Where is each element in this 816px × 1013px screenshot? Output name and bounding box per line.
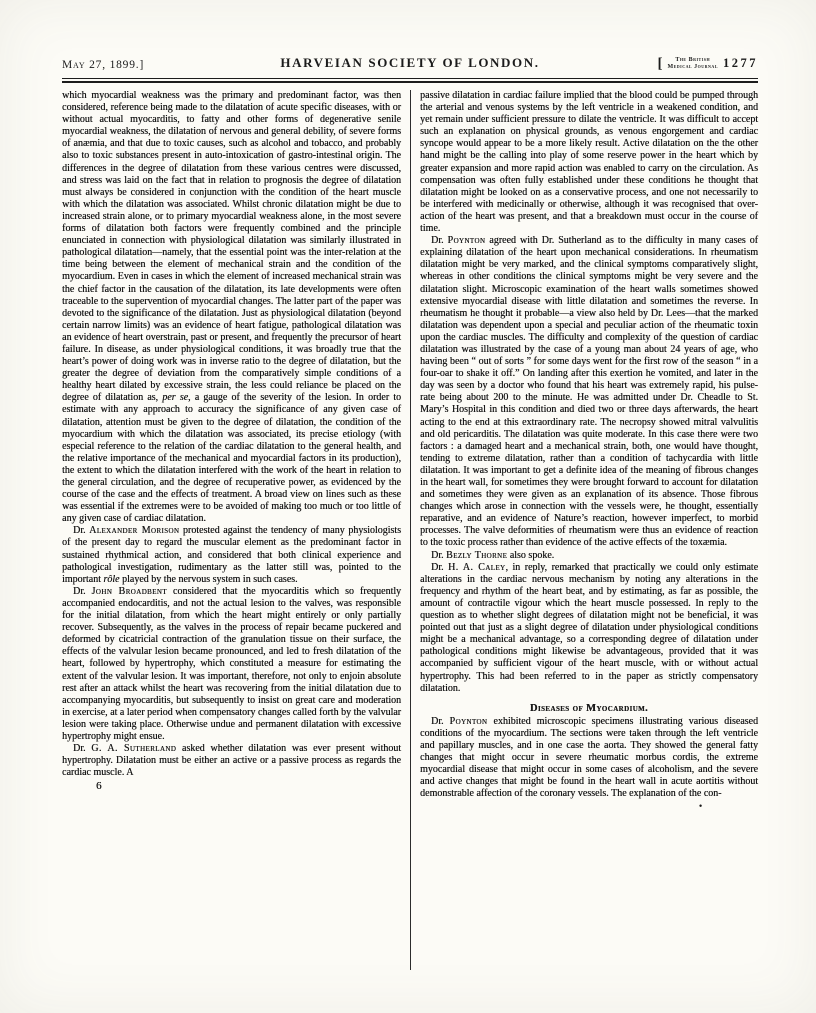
journal-name-line1: The British (675, 57, 711, 63)
speaker-name: G. A. Sutherland (91, 743, 177, 755)
text-run: Dr. (73, 525, 90, 537)
text-run: Dr. (431, 715, 450, 727)
para-broadbent (62, 586, 401, 743)
para-sutherland-continuation (420, 90, 758, 235)
para-caley-reply (420, 562, 758, 695)
speaker-name: Alexander Morison (89, 525, 180, 537)
speaker-name: Bezly Thorne (446, 549, 508, 561)
text-run: , in reply, remarked that practically we could only estimate alterations in the cardiac nervous mechanism by noting any alterations in the frequency and rhythm of the heart beat, and by estimating, as far as possible, the amount of contractile vigour which the heart muscle possessed. In reply to the question as to whether slight degrees of dilatation might not be beneficial, it was pointed out that just as a slight degree of dilatation under physiological conditions might be a mechanical advantage, so a corresponding degree of dilatation under pathological conditions might likewise be advantageous, provided that it was accompanied by sufficient vigour of the heart muscle, with or without actual hypertrophy. This had been referred to in the paper as strictly compensatory dilatation. (420, 561, 759, 694)
text-run: exhibited microscopic specimens illustrating various diseased conditions of the myocardium. The sections were taken through the left ventricle and papillary muscles, and in one case the aorta. They showed the general fatty changes that might occur in severe rheumatic morbus cordis, the extreme myocardial disease that might occur in some cases of alcoholism, and the severe and active changes that might be found in the heart wall in acute aortitis without demonstrable affection of the coronary vessels. The explanation of the con- (420, 715, 758, 800)
article-columns (62, 90, 758, 970)
page-title: HARVEIAN SOCIETY OF LONDON. (280, 55, 540, 70)
text-run: played by the nervous system in such cases. (119, 573, 298, 585)
para-paper-summary-continuation (62, 90, 401, 525)
page-number: 1277 (723, 56, 758, 70)
para-poynton-specimens (420, 716, 758, 801)
text-run: , a gauge of the severity of the lesion. In order to estimate with any approach to accuracy the significance of any given case of dilatation, attention must be given to the degree of dilatation, the condition of the myocardium with which the dilatation was associated, its precise etiology (with especial reference to the relation of the cardiac dilatation to the general health, and the relative importance of the mechanical and myocardial factors in its production), the extent to which the dilatation interfered with the work of the heart in relation to the general circulation, and the degree of recuperative power, as evidenced by the course of the case and the effects of treatment. A broad view on lines such as these was essential if the extremes were to be avoided of making too much or too little of any given case of cardiac dilatation. (62, 392, 401, 525)
text-run: Dr. (431, 549, 446, 561)
text-run: Dr. (431, 235, 448, 247)
header-double-rule (62, 78, 758, 83)
text-run: which myocardial weakness was the primary and predominant factor, was then considered, reference being made to the dilatation of acute specific diseases, with or without actual myocarditis, to fatty and other forms of degenerative senile myocardial weakness, the dilatation of nervous and general debility, of severe forms of anæmia, and that due to toxic causes, such as alcohol and tobacco, and probably also to toxic substances present in auto-intoxication of gastro-intestinal origin. The differences in the degree of dilatation from these various centres were discussed, and stress was laid on the fact that in relation to prognosis the degree of dilatation must always be considered in conjunction with the condition of the heart muscle with which the dilatation was associated. Whilst chronic dilatation might be due to increased strain alone, or to primary myocardial weakness alone, in the most severe forms of dilatation both factors were frequently combined and the principle enunciated in connection with physiological dilatation was similarly illustrated in pathological dilatation—namely, that the essential point was the inter-relation at the time being between the element of mechanical strain and the condition of the myocardium. Even in cases in which the element of increased mechanical strain was the chief factor in the causation of the dilatation, its late developments were often traceable to the supervention of myocardial changes. The latter part of the paper was devoted to the significance of the dilatation. Just as physiological dilatation (beyond certain narrow limits) was an evidence of heart fatigue, pathological dilatation was an evidence of heart overstrain, past or present, and frequently the precursor of heart failure. In disease, as under physiological conditions, it was broadly true that the heart’s power of doing work was in inverse ratio to the degree of dilatation, but the greater the degree of deviation from the comparatively simple conditions of a healthy heart dilated by excessive strain, the less could reliance be placed on the degree of dilatation as, (62, 90, 401, 404)
text-run: Dr. (431, 561, 448, 573)
bracket-glyph: [ (657, 55, 663, 72)
speaker-name: Poynton (447, 235, 486, 247)
printers-signature-mark: 6 (96, 780, 102, 793)
para-thorne (420, 550, 758, 562)
text-run: per se (162, 392, 189, 404)
speaker-name: John Broadbent (91, 585, 167, 597)
left-column (62, 90, 410, 970)
text-run: agreed with Dr. Sutherland as to the difficulty in many cases of explaining dilatation of the heart upon mechanical considerations. In rheumatism dilatation might be very marked, and the clinical symptoms comparatively slight, whereas in other conditions the clinical symptoms might be very severe and the dilatation slight. Microscopic examination of the heart walls sometimes showed extensive myocardial disease with little dilatation and sometimes the reverse. In rheumatism he thought it probable—a view also held by Dr. Lees—that the marked dilatation was dependent upon a special and peculiar action of the rheumatic toxin upon the cardiac muscles. The difficulty and complexity of the question of cardiac dilatation was illustrated by the case of a young man about 24 years of age, who having been “ out of sorts ” for some days went for the first row of the season “ in a four-oar to shake it off.” On landing after this exertion he vomited, and later in the day was seen by a doctor who found that his heart was extremely rapid, his pulse-rate being about 200 to the minute. He was admitted under Dr. Cheadle to St. Mary’s Hospital in this condition and died two or three days afterwards, the heart acting to the end at this extraordinary rate. The necropsy showed mitral valvulitis and old pericarditis. The dilatation was quite moderate. In this case there were two factors : a damaged heart and a mechanical strain, both, one would have thought, tending to extreme dilatation, rather than a condition of tachycardia with little dilatation. It was important to get a definite idea of the meaning of fibrous changes in the heart wall, for sometimes they were brought forward to account for dilatation and sometimes they were given as an explanation of its absence. Those fibrous changes which arose in connection with the vessels were, he thought, essentially reparative, and an evidence of Nature’s reaction, however imperfect, to morbid processes. The valve deformities of rheumatism were thus an evidence of reaction to the toxic process rather than evidence of the active effects of the toxæmia. (420, 235, 759, 549)
printers-dot: • (698, 801, 702, 812)
right-column (410, 90, 758, 970)
speaker-name: H. A. Caley (447, 561, 506, 573)
text-run: considered that the myocarditis which so frequently accompanied endocarditis, and not the actual lesion to the valves, was responsible for the initial dilatation, from which the heart might entirely or only partially recover. Subsequently, as the valves in the process of repair became puckered and deformed by cicatricial contraction of the granulation tissue on their surface, the effects of the valvular lesion became pronounced, and led to fresh dilatation of the heart, followed by hypertrophy, which constituted a measure for estimating the extent of the valvular lesion. It was important, therefore, not only to enjoin absolute rest after an attack whilst the heart was recovering from the initial dilatation due to accompanying myocarditis, but subsequently to insist on great care and moderation in exercise, at a later period when compensatory changes called forth by the valvular lesion were taking place. Otherwise undue and permanent dilatation with excessive hypertrophy might ensue. (62, 585, 402, 742)
speaker-name: Poynton (449, 715, 488, 727)
text-run: rôle (103, 573, 120, 585)
text-run: also spoke. (507, 549, 555, 561)
para-sutherland (62, 743, 401, 779)
page-header (62, 55, 758, 71)
speaker-name: Diseases of Myocardium. (529, 702, 649, 714)
heading-diseases-of-myocardium (420, 703, 758, 715)
text-run: asked whether dilatation was ever present without hypertrophy. Dilatation must be either an active or a passive process as regards the cardiac muscle. A (62, 743, 402, 779)
para-morison (62, 525, 401, 585)
para-poynton (420, 235, 758, 549)
header-date: May 27, 1899.] (62, 59, 145, 71)
journal-name (667, 57, 718, 70)
journal-name-line2: Medical Journal (667, 63, 718, 70)
text-run: Dr. (73, 743, 92, 755)
text-run: passive dilatation in cardiac failure implied that the blood could be pumped through the arterial and venous systems by the left ventricle in a weakened condition, and yet remain under sufficient pressure to dilate the ventricle. It was difficult to accept such an explanation on physical grounds, as venous engorgement and cardiac syncope would appear to be a more likely result. Active dilatation on the the other hand might be the calling into play of some reserve power in the heart which by greater expansion and more rapid action was enabled to carry on the circulation. As compensation was often fully established under these conditions he thought that dilatation might be looked on as a conservative process, and one not necessarily to be interfered with medicinally or otherwise, although it was recognised that over-action of the heart was present, and that a breakdown must occur in the course of time. (420, 90, 758, 235)
text-run: protested against the tendency of many physiologists of the present day to regard the muscular element as the predominant factor in sustained rhythmical action, and considered that both clinical experience and pathological investigation, rudimentary as the latter still was, pointed to the important (62, 525, 401, 585)
header-journal-reference (588, 56, 758, 71)
text-run: Dr. (73, 585, 92, 597)
